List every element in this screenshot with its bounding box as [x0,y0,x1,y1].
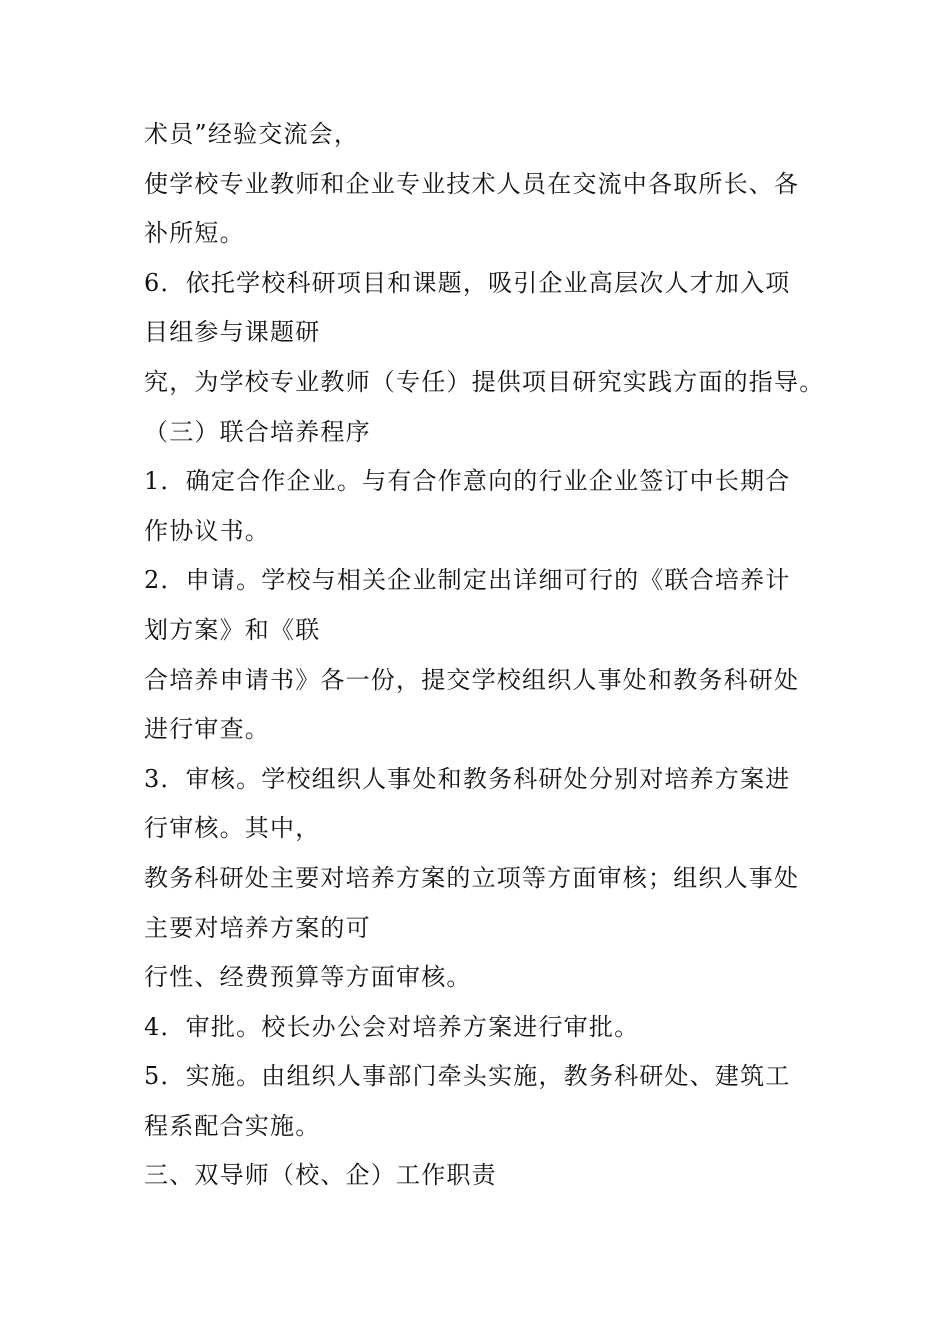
section-heading: 三、双导师（校、企）工作职责 [144,1161,497,1190]
text-line: 术员”经验交流会， [144,120,360,148]
text-line: 补所短。 [144,219,245,248]
text-line: 1．确定合作企业。与有合作意向的行业企业签订中长期合 [144,467,791,496]
text-line: 2．申请。学校与相关企业制定出详细可行的《联合培养计 [144,566,791,595]
text-line: 使学校专业教师和企业专业技术人员在交流中各取所长、各 [144,169,800,198]
text-line: 合培养申请书》各一份，提交学校组织人事处和教务科研处 [144,665,800,694]
text-line: 行性、经费预算等方面审核。 [144,963,472,992]
section-heading: （三）联合培养程序 [144,417,371,446]
text-line: 5．实施。由组织人事部门牵头实施，教务科研处、建筑工 [144,1062,791,1091]
text-line: 6．依托学校科研项目和课题，吸引企业高层次人才加入项 [144,268,791,297]
document-text [144,110,824,1201]
text-line: 划方案》和《联 [144,615,321,644]
text-line: 程系配合实施。 [144,1111,321,1140]
text-line: 教务科研处主要对培养方案的立项等方面审核；组织人事处 [144,863,800,892]
text-line: 作协议书。 [144,516,270,545]
text-line: 4．审批。校长办公会对培养方案进行审批。 [144,1012,640,1041]
text-line: 3．审核。学校组织人事处和教务科研处分别对培养方案进 [144,764,791,793]
text-line: 目组参与课题研 [144,318,321,347]
text-line: 进行审查。 [144,715,270,744]
text-line: 行审核。其中， [144,814,321,843]
text-line: 究，为学校专业教师（专任）提供项目研究实践方面的指导。 [144,367,825,396]
text-line: 主要对培养方案的可 [144,913,371,942]
